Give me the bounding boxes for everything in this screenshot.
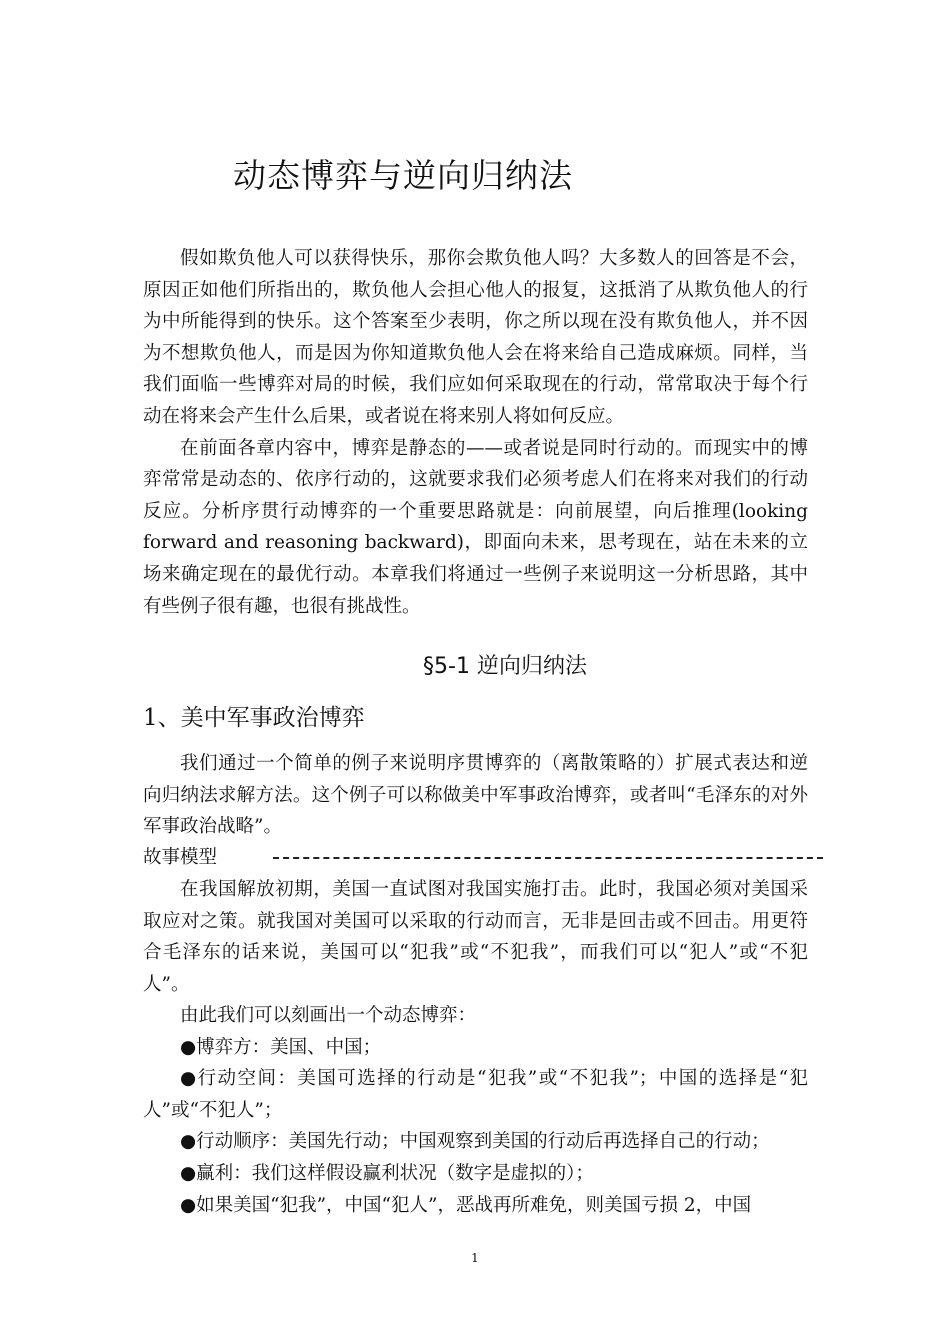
subsection-paragraph: 我们通过一个简单的例子来说明序贯博弈的（离散策略的）扩展式表达和逆向归纳法求解方法。这个例子可以称做美中军事政治博弈，或者叫“毛泽东的对外军事政治战略”。 — [143, 753, 808, 838]
story-label: 故事模型 — [143, 847, 218, 868]
dashed-divider — [273, 857, 823, 859]
intro-section — [143, 243, 808, 622]
page-title: 动态博弈与逆向归纳法 — [233, 156, 573, 195]
subsection-heading: 1、美中军事政治博弈 — [143, 705, 365, 731]
story-body — [143, 874, 808, 1000]
bullet-item-order: ●行动顺序：美国先行动；中国观察到美国的行动后再选择自己的行动； — [180, 1131, 770, 1153]
bullet-list — [143, 1000, 808, 1221]
section-heading: §5-1 逆向归纳法 — [423, 654, 587, 679]
bullet-item-payoff-case: ●如果美国“犯我”，中国“犯人”，恶战再所难免，则美国亏损 2，中国 — [180, 1194, 752, 1216]
page-number: 1 — [471, 1251, 479, 1265]
intro-paragraph-1: 假如欺负他人可以获得快乐，那你会欺负他人吗？大多数人的回答是不会，原因正如他们所指出的，欺负他人会担心他人的报复，这抵消了从欺负他人的行为中所能得到的快乐。这个答案至少表明，你之所以现在没有欺负他人，并不因为不想欺负他人，而是因为你知道欺负他人会在将来给自己造成麻烦。同样，当我们面临一些博弈对局的时候，我们应如何采取现在的行动，常常取决于每个行动在将来会产生什么后果，或者说在将来别人将如何反应。 — [143, 248, 808, 427]
story-paragraph: 在我国解放初期，美国一直试图对我国实施打击。此时，我国必须对美国采取应对之策。就我国对美国可以采取的行动而言，无非是回击或不回击。用更符合毛泽东的话来说，美国可以“犯我”或“不犯我”，而我们可以“犯人”或“不犯人”。 — [143, 879, 808, 995]
bullet-item-action-space: ●行动空间：美国可选择的行动是“犯我”或“不犯我”；中国的选择是“犯人”或“不犯人”； — [143, 1068, 808, 1121]
bullet-item-payoff: ●赢利：我们这样假设赢利状况（数字是虚拟的）； — [180, 1162, 594, 1184]
intro-paragraph-2: 在前面各章内容中，博弈是静态的——或者说是同时行动的。而现实中的博弈常常是动态的、依序行动的，这就要求我们必须考虑人们在将来对我们的行动反应。分析序贯行动博弈的一个重要思路就是：向前展望，向后推理(looking forward and reasoning backward)，即面向未来，思考现在，站在未来的立场来确定现在的最优行动。本章我们将通过一些例子来说明这一分析思路，其中有些例子很有趣，也很有挑战性。 — [143, 437, 808, 617]
story-intro-line: 由此我们可以刻画出一个动态博弈： — [180, 1005, 477, 1026]
bullet-item-players: ●博弈方：美国、中国； — [180, 1036, 382, 1058]
story-label-row — [143, 842, 823, 874]
subsection-body — [143, 748, 808, 843]
